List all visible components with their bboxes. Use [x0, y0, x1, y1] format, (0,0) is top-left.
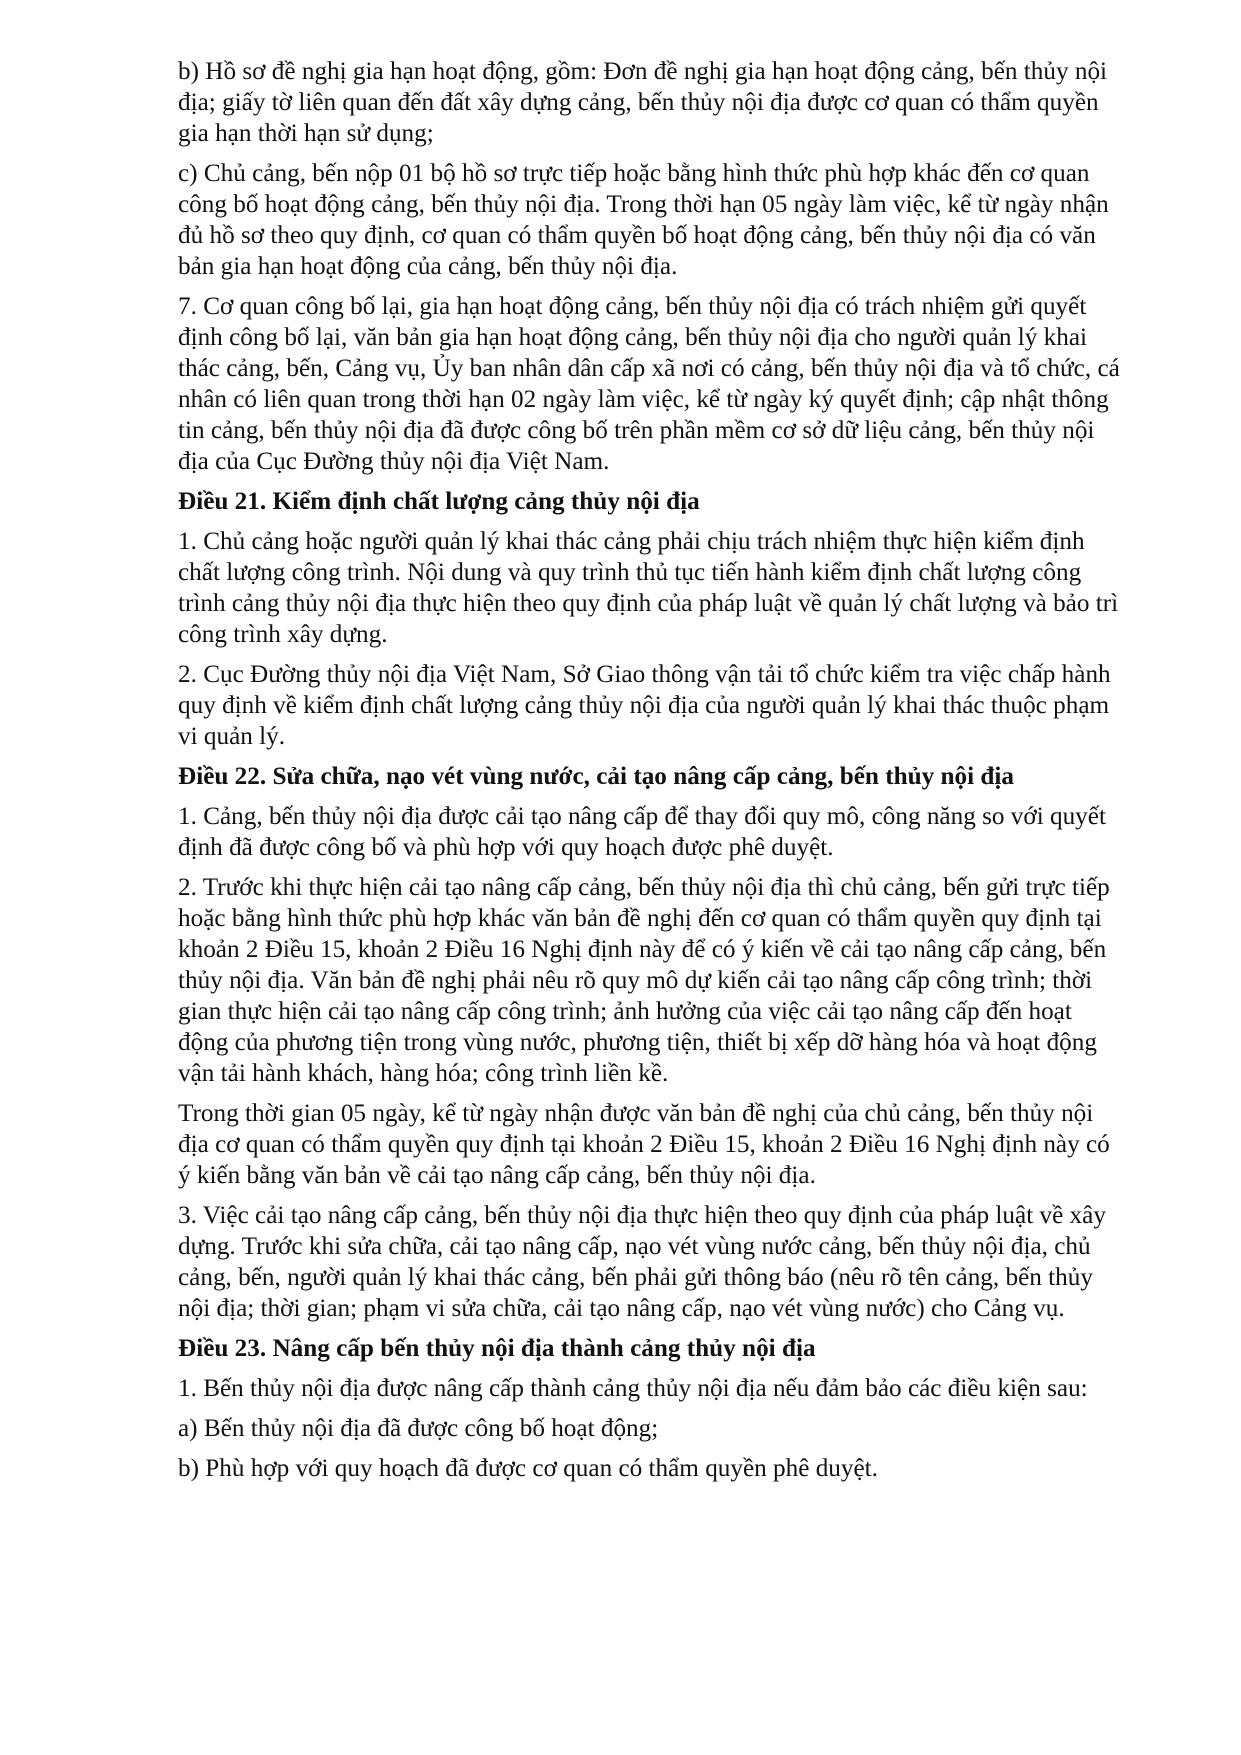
article-22-clause-2: 2. Trước khi thực hiện cải tạo nâng cấp cảng, bến thủy nội địa thì chủ cảng, bến gửi trực tiếp hoặc bằng hình thức phù hợp khác văn bản đề nghị đến cơ quan có thẩm quyền quy định tại khoản 2 Điều 15, khoản 2 Điều 16 Nghị định này để có ý kiến về cải tạo nâng cấp cảng, bến thủy nội địa. Văn bản đề nghị phải nêu rõ quy mô dự kiến cải tạo nâng cấp công trình; thời gian thực hiện cải tạo nâng cấp công trình; ảnh hưởng của việc cải tạo nâng cấp đến hoạt động của phương tiện trong vùng nước, phương tiện, thiết bị xếp dỡ hàng hóa và hoạt động vận tải hành khách, hàng hóa; công trình liền kề.: [178, 874, 1110, 1087]
article-23-heading: Điều 23. Nâng cấp bến thủy nội địa thành cảng thủy nội địa: [178, 1335, 816, 1362]
article-23-clause-1a: a) Bến thủy nội địa đã được công bố hoạt động;: [178, 1415, 659, 1442]
article-22-clause-3: 3. Việc cải tạo nâng cấp cảng, bến thủy nội địa thực hiện theo quy định của pháp luật về xây dựng. Trước khi sửa chữa, cải tạo nâng cấp, nạo vét vùng nước cảng, bến thủy nội địa, chủ cảng, bến, người quản lý khai thác cảng, bến phải gửi thông báo (nêu rõ tên cảng, bến thủy nội địa; thời gian; phạm vi sửa chữa, cải tạo nâng cấp, nạo vét vùng nước) cho Cảng vụ.: [178, 1202, 1106, 1322]
article-22-clause-1: 1. Cảng, bến thủy nội địa được cải tạo nâng cấp để thay đổi quy mô, công năng so với quyết định đã được công bố và phù hợp với quy hoạch được phê duyệt.: [178, 803, 1106, 861]
article-22-clause-2-continued: Trong thời gian 05 ngày, kể từ ngày nhận được văn bản đề nghị của chủ cảng, bến thủy nội địa cơ quan có thẩm quyền quy định tại khoản 2 Điều 15, khoản 2 Điều 16 Nghị định này có ý kiến bằng văn bản về cải tạo nâng cấp cảng, bến thủy nội địa.: [178, 1100, 1110, 1189]
article-22-heading: Điều 22. Sửa chữa, nạo vét vùng nước, cải tạo nâng cấp cảng, bến thủy nội địa: [178, 763, 1015, 790]
article-21-clause-2: 2. Cục Đường thủy nội địa Việt Nam, Sở Giao thông vận tải tổ chức kiểm tra việc chấp hành quy định về kiểm định chất lượng cảng thủy nội địa của người quản lý khai thác thuộc phạm vi quản lý.: [178, 661, 1111, 750]
paragraph-6b-extension-dossier: b) Hồ sơ đề nghị gia hạn hoạt động, gồm: Đơn đề nghị gia hạn hoạt động cảng, bến thủy nội địa; giấy tờ liên quan đến đất xây dựng cảng, bến thủy nội địa được cơ quan có thẩm quyền gia hạn thời hạn sử dụng;: [178, 58, 1108, 147]
document-page: [178, 56, 1128, 1493]
paragraph-7-notification: 7. Cơ quan công bố lại, gia hạn hoạt động cảng, bến thủy nội địa có trách nhiệm gửi quyết định công bố lại, văn bản gia hạn hoạt động cảng, bến thủy nội địa cho người quản lý khai thác cảng, bến, Cảng vụ, Ủy ban nhân dân cấp xã nơi có cảng, bến thủy nội địa và tổ chức, cá nhân có liên quan trong thời hạn 02 ngày làm việc, kể từ ngày ký quyết định; cập nhật thông tin cảng, bến thủy nội địa đã được công bố trên phần mềm cơ sở dữ liệu cảng, bến thủy nội địa của Cục Đường thủy nội địa Việt Nam.: [178, 293, 1120, 475]
article-21-clause-1: 1. Chủ cảng hoặc người quản lý khai thác cảng phải chịu trách nhiệm thực hiện kiểm định chất lượng công trình. Nội dung và quy trình thủ tục tiến hành kiểm định chất lượng công trình cảng thủy nội địa thực hiện theo quy định của pháp luật về quản lý chất lượng và bảo trì công trình xây dựng.: [178, 528, 1119, 648]
article-21-heading: Điều 21. Kiểm định chất lượng cảng thủy nội địa: [178, 488, 700, 515]
article-23-clause-1: 1. Bến thủy nội địa được nâng cấp thành cảng thủy nội địa nếu đảm bảo các điều kiện sau:: [178, 1375, 1088, 1402]
article-23-clause-1b: b) Phù hợp với quy hoạch đã được cơ quan có thẩm quyền phê duyệt.: [178, 1455, 878, 1482]
paragraph-6c-submission: c) Chủ cảng, bến nộp 01 bộ hồ sơ trực tiếp hoặc bằng hình thức phù hợp khác đến cơ quan công bố hoạt động cảng, bến thủy nội địa. Trong thời hạn 05 ngày làm việc, kể từ ngày nhận đủ hồ sơ theo quy định, cơ quan có thẩm quyền bố hoạt động cảng, bến thủy nội địa có văn bản gia hạn hoạt động của cảng, bến thủy nội địa.: [178, 160, 1109, 280]
